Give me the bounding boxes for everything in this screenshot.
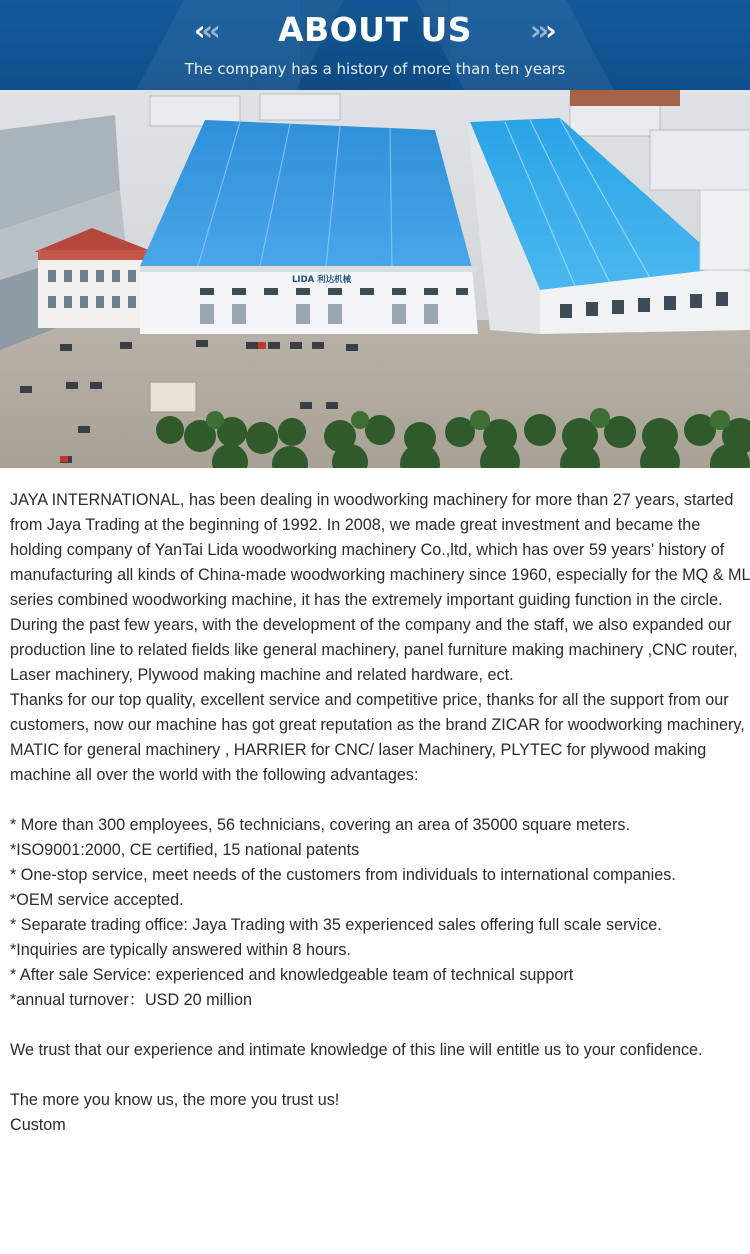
closing-line: The more you know us, the more you trust us!: [10, 1091, 340, 1109]
advantage-item: * More than 300 employees, 56 technicians, covering an area of 35000 square meters.: [10, 816, 630, 834]
signature-line: Custom: [10, 1116, 66, 1134]
factory-sign: LIDA 利达机械: [292, 275, 352, 285]
thanks-paragraph: Thanks for our top quality, excellent service and competitive price, thanks for all the support from our customers, now our machine has got great reputation as the brand ZICAR for woodworking machinery, MATIC for general machinery , HARRIER for CNC/ laser Machinery, PLYTEC for plywood making machine all over the world with the following advantages:: [10, 691, 745, 784]
right-chevrons-icon: ›››: [530, 14, 553, 47]
advantage-item: *annual turnover：USD 20 million: [10, 991, 253, 1009]
about-content: [10, 488, 750, 1138]
advantage-item: *Inquiries are typically answered within 8 hours.: [10, 941, 352, 959]
factory-photo: [0, 90, 750, 468]
spacer: [10, 1063, 750, 1088]
left-chevrons-icon: ‹‹‹: [194, 14, 217, 47]
advantage-item: * After sale Service: experienced and knowledgeable team of technical support: [10, 966, 574, 984]
about-us-banner: [0, 0, 750, 90]
page-title: ABOUT US: [277, 10, 473, 49]
page-subtitle: The company has a history of more than ten years: [184, 60, 566, 78]
advantage-item: * One-stop service, meet needs of the customers from individuals to international companies.: [10, 866, 676, 884]
spacer: [10, 788, 750, 813]
trust-paragraph: We trust that our experience and intimate knowledge of this line will entitle us to your confidence.: [10, 1041, 703, 1059]
advantage-item: *ISO9001:2000, CE certified, 15 national patents: [10, 841, 360, 859]
spacer: [10, 1013, 750, 1038]
intro-paragraph: JAYA INTERNATIONAL, has been dealing in woodworking machinery for more than 27 years, started from Jaya Trading at the beginning of 1992. In 2008, we made great investment and became the holding company of YanTai Lida woodworking machinery Co.,ltd, which has over 59 years' history of manufacturing all kinds of China-made woodworking machinery since 1960, especially for the MQ & ML series combined woodworking machine, it has the extremely important guiding function in the circle. During the past few years, with the development of the company and the staff, we also expanded our production line to related fields like general machinery, panel furniture making machinery ,CNC router, Laser machinery, Plywood making machine and related hardware, ect.: [10, 491, 750, 684]
advantage-item: * Separate trading office: Jaya Trading with 35 experienced sales offering full scale service.: [10, 916, 662, 934]
advantage-item: *OEM service accepted.: [10, 891, 184, 909]
